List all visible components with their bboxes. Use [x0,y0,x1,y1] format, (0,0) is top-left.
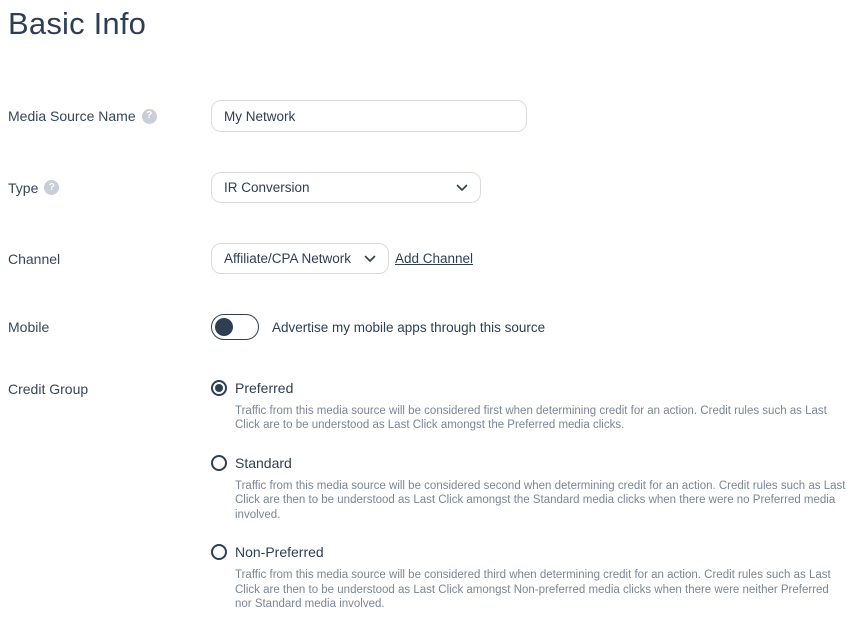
type-label-group [8,180,211,196]
channel-select-value: Affiliate/CPA Network [224,251,352,266]
credit-option-preferred [211,380,847,433]
mobile-toggle[interactable] [211,314,259,340]
mobile-row [8,314,854,340]
credit-option-description: Traffic from this media source will be considered second when determining credit for an action. Credit rules such as Last Click are then to be understood as Last Click amongst the Standard media clicks when there were no Preferred media involved. [235,479,846,521]
credit-option-standard-radio[interactable] [211,455,847,471]
type-row [8,172,854,203]
credit-option-preferred-radio[interactable] [211,380,847,396]
mobile-toggle-knob [215,318,233,336]
mobile-label-group [8,319,211,335]
type-label: Type [8,179,39,196]
type-select-value: IR Conversion [224,180,310,195]
credit-option-label: Non-Preferred [235,544,324,561]
chevron-down-icon [364,255,376,263]
type-select[interactable] [211,172,481,203]
credit-option-standard [211,455,847,522]
credit-option-non-preferred [211,544,847,611]
channel-row [8,243,854,274]
channel-label: Channel [8,250,61,267]
radio-selected-icon[interactable] [211,380,227,396]
credit-group-options [211,380,847,612]
page-title: Basic Info [8,6,147,41]
help-question-icon[interactable]: ? [142,109,157,124]
credit-option-label: Standard [235,454,292,471]
chevron-down-icon [456,184,468,192]
credit-group-label: Credit Group [8,381,89,397]
credit-option-description: Traffic from this media source will be considered first when determining credit for an action. Credit rules such as Last Click are to be understood as Last Click amongst the Preferred media clicks. [235,405,827,432]
channel-label-group [8,251,211,267]
credit-group-row [8,380,854,612]
channel-select[interactable] [211,243,389,274]
credit-group-label-group [8,380,211,397]
credit-option-label: Preferred [235,380,294,396]
media-source-name-row [8,100,854,132]
add-channel-link[interactable]: Add Channel [395,251,474,266]
credit-option-description: Traffic from this media source will be considered third when determining credit for an action. Credit rules such as Last Click are then to be understood as Last Click amongst Non-preferred media clicks when there were neither Preferred nor Standard media involved. [235,569,831,611]
mobile-label: Mobile [8,319,50,335]
credit-option-non-preferred-radio[interactable] [211,544,847,560]
help-question-icon[interactable]: ? [44,180,59,195]
media-source-name-label-group [8,108,211,124]
radio-unselected-icon[interactable] [211,455,227,471]
media-source-name-input[interactable] [211,100,527,132]
mobile-toggle-text: Advertise my mobile apps through this source [272,319,546,335]
radio-unselected-icon[interactable] [211,544,227,560]
media-source-name-label: Media Source Name [8,108,136,124]
